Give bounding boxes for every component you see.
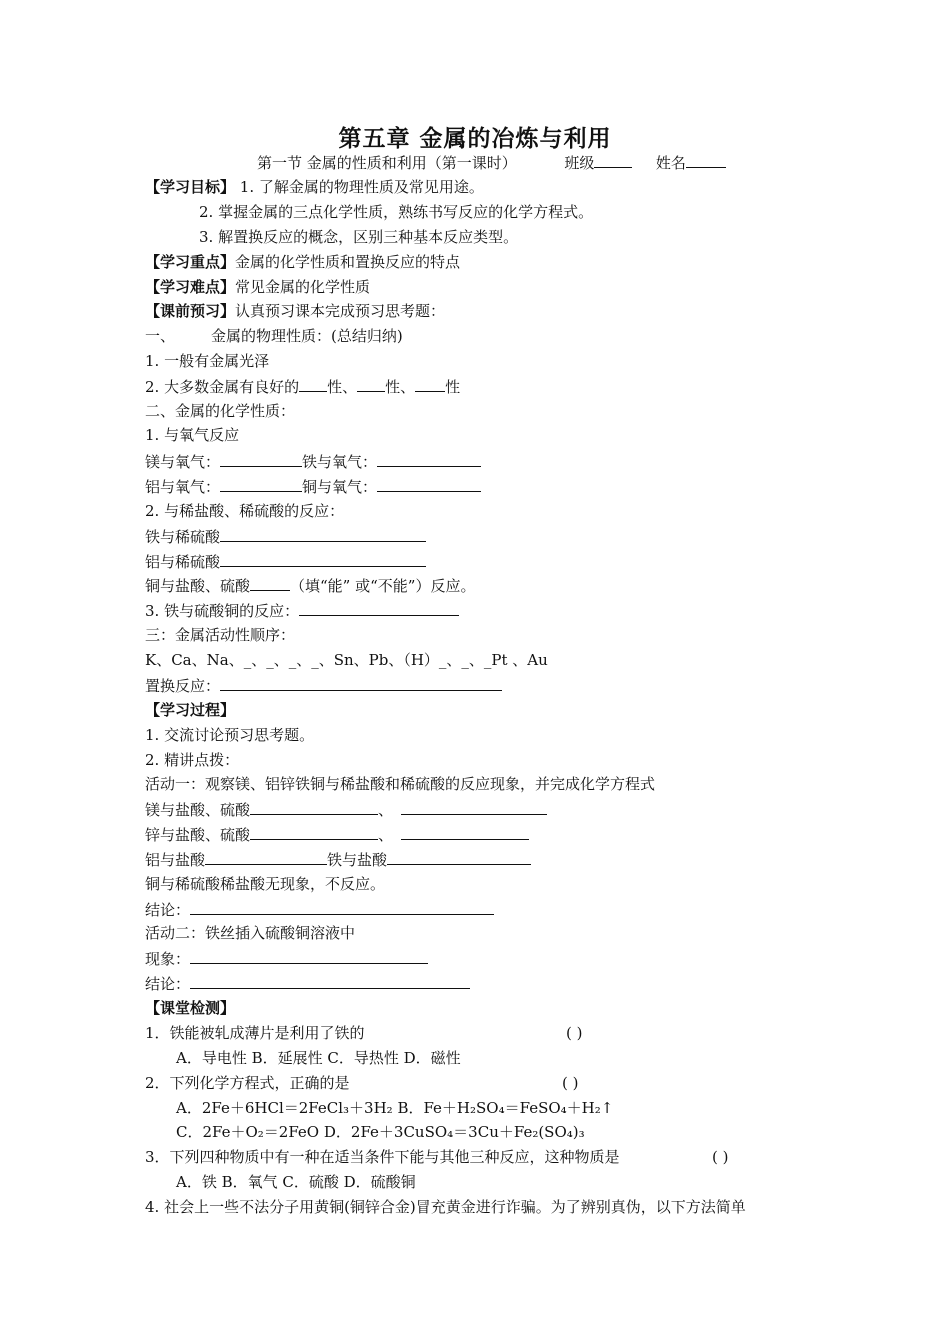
quiz-question-1: 1．铁能被轧成薄片是利用了铁的 (145, 1024, 365, 1042)
answer-blank[interactable] (190, 947, 428, 964)
answer-blank[interactable] (205, 848, 327, 865)
answer-blank[interactable] (387, 848, 531, 865)
objective-item: 3. 解置换反应的概念，区别三种基本反应类型。 (199, 228, 519, 246)
cuso4-row (145, 599, 459, 622)
answer-blank[interactable] (415, 375, 445, 392)
text: 锌与盐酸、硫酸 (145, 826, 251, 844)
objectives-label: 【学习目标】 (145, 178, 236, 196)
text: 铁与氧气： (302, 453, 378, 471)
answer-blank[interactable] (250, 823, 378, 840)
activity-series: K、Ca、Na、_、_、_、_、Sn、Pb、（H）_、_、_Pt 、Au (145, 651, 548, 669)
text: 镁与盐酸、硫酸 (145, 801, 251, 819)
activity-two: 活动二：铁丝插入硫酸铜溶液中 (145, 924, 356, 942)
process-label: 【学习过程】 (145, 701, 236, 719)
name-blank[interactable] (686, 151, 726, 168)
oxygen-row-1 (145, 450, 481, 473)
answer-blank[interactable] (299, 375, 327, 392)
process-step: 2. 精讲点拨： (145, 751, 240, 769)
answer-blank[interactable] (220, 475, 302, 492)
activity-one: 活动一：观察镁、铝锌铁铜与稀盐酸和稀硫酸的反应现象，并完成化学方程式 (145, 775, 656, 793)
process-step: 1. 交流讨论预习思考题。 (145, 726, 315, 744)
answer-blank[interactable] (299, 599, 459, 616)
acid-row (145, 574, 475, 597)
objective-item: 2. 掌握金属的三点化学性质，熟练书写反应的化学方程式。 (199, 203, 594, 221)
quiz-question-4: 4. 社会上一些不法分子用黄铜(铜锌合金)冒充黄金进行诈骗。为了辨别真伪，以下方法简单 (145, 1198, 746, 1216)
name-label: 姓名 (655, 154, 686, 172)
class-blank[interactable] (594, 151, 632, 168)
answer-blank[interactable] (357, 375, 385, 392)
text: （填“能” 或“不能”）反应。 (290, 577, 476, 595)
oxygen-row-2 (145, 475, 481, 498)
text: 铜与盐酸、硫酸 (145, 577, 251, 595)
answer-blank[interactable] (190, 972, 470, 989)
answer-blank[interactable] (220, 550, 426, 567)
text: 3. 铁与硫酸铜的反应： (145, 602, 300, 620)
conclusion-row (145, 972, 470, 995)
text: 2. 大多数金属有良好的 (145, 378, 300, 396)
answer-paren[interactable]: ( ) (712, 1148, 729, 1166)
quiz-label: 【课堂检测】 (145, 999, 236, 1017)
displacement-row (145, 674, 502, 697)
quiz-options-1: A．导电性 B．延展性 C．导热性 D．磁性 (176, 1049, 461, 1067)
section-one-heading (145, 325, 403, 347)
text: 置换反应： (145, 677, 221, 695)
answer-blank[interactable] (220, 674, 502, 691)
text: 结论： (145, 975, 191, 993)
section-three-heading: 三：金属活动性顺序： (145, 626, 296, 644)
text: 铝与稀硫酸 (145, 553, 221, 571)
answer-blank[interactable] (250, 798, 378, 815)
text: 、 (378, 801, 394, 819)
answer-blank[interactable] (250, 574, 290, 591)
answer-blank[interactable] (401, 798, 547, 815)
acid-row (145, 550, 426, 573)
page-title: 第五章 金属的冶炼与利用 (338, 125, 612, 152)
text: 现象： (145, 950, 191, 968)
key-point-line (145, 251, 460, 273)
copper-note: 铜与稀硫酸稀盐酸无现象，不反应。 (145, 875, 386, 893)
quiz-question-3: 3．下列四种物质中有一种在适当条件下能与其他三种反应，这种物质是 (145, 1148, 620, 1166)
answer-paren[interactable]: ( ) (566, 1024, 583, 1042)
physical-property-1: 1. 一般有金属光泽 (145, 352, 270, 370)
answer-paren[interactable]: ( ) (562, 1074, 579, 1092)
quiz-options-2a: A．2Fe＋6HCl＝2FeCl₃＋3H₂ B．Fe＋H₂SO₄＝FeSO₄＋H₂↑ (176, 1099, 614, 1117)
section-title: 第一节 金属的性质和利用（第一课时） (257, 154, 517, 172)
phenomenon-row (145, 947, 428, 970)
preview-label: 【课前预习】 (145, 302, 236, 320)
text: 镁与氧气： (145, 453, 221, 471)
answer-blank[interactable] (190, 898, 494, 915)
text: 、 (378, 826, 394, 844)
difficulty-text: 常见金属的化学性质 (235, 278, 371, 296)
text: 铝与盐酸 (145, 851, 206, 869)
text: 铁与稀硫酸 (145, 528, 221, 546)
section-two-heading: 二、金属的化学性质： (145, 402, 296, 420)
reaction-row (145, 848, 531, 871)
preview-text: 认真预习课本完成预习思考题： (235, 302, 446, 320)
answer-blank[interactable] (220, 525, 426, 542)
quiz-question-2: 2．下列化学方程式，正确的是 (145, 1074, 350, 1092)
text: 性 (445, 378, 461, 396)
answer-blank[interactable] (401, 823, 529, 840)
preview-line (145, 300, 445, 322)
answer-blank[interactable] (377, 475, 481, 492)
quiz-options-2b: C．2Fe＋O₂＝2FeO D．2Fe＋3CuSO₄＝3Cu＋Fe₂(SO₄)₃ (176, 1123, 585, 1141)
acid-row (145, 525, 426, 548)
objective-item: 1. 了解金属的物理性质及常见用途。 (239, 178, 484, 196)
text: 性、 (385, 378, 416, 396)
conclusion-row (145, 898, 494, 921)
reaction-row (145, 798, 547, 821)
answer-blank[interactable] (220, 450, 302, 467)
class-label: 班级 (564, 154, 595, 172)
key-point-text: 金属的化学性质和置换反应的特点 (235, 253, 461, 271)
objective-line-1 (145, 176, 484, 198)
text: 铁与盐酸 (327, 851, 388, 869)
key-point-label: 【学习重点】 (145, 253, 236, 271)
physical-property-2 (145, 375, 460, 398)
text: 铜与氧气： (302, 478, 378, 496)
text: 性、 (327, 378, 358, 396)
section-number: 一、 (145, 327, 176, 345)
acid-title: 2. 与稀盐酸、稀硫酸的反应： (145, 502, 345, 520)
difficulty-label: 【学习难点】 (145, 278, 236, 296)
quiz-options-3: A．铁 B．氧气 C．硫酸 D．硫酸铜 (176, 1173, 416, 1191)
answer-blank[interactable] (377, 450, 481, 467)
text: 结论： (145, 901, 191, 919)
reaction-row (145, 823, 529, 846)
difficulty-line (145, 276, 370, 298)
subtitle-line (257, 151, 726, 174)
section-text: 金属的物理性质：(总结归纳) (211, 327, 403, 345)
oxygen-title: 1. 与氧气反应 (145, 426, 240, 444)
text: 铝与氧气： (145, 478, 221, 496)
